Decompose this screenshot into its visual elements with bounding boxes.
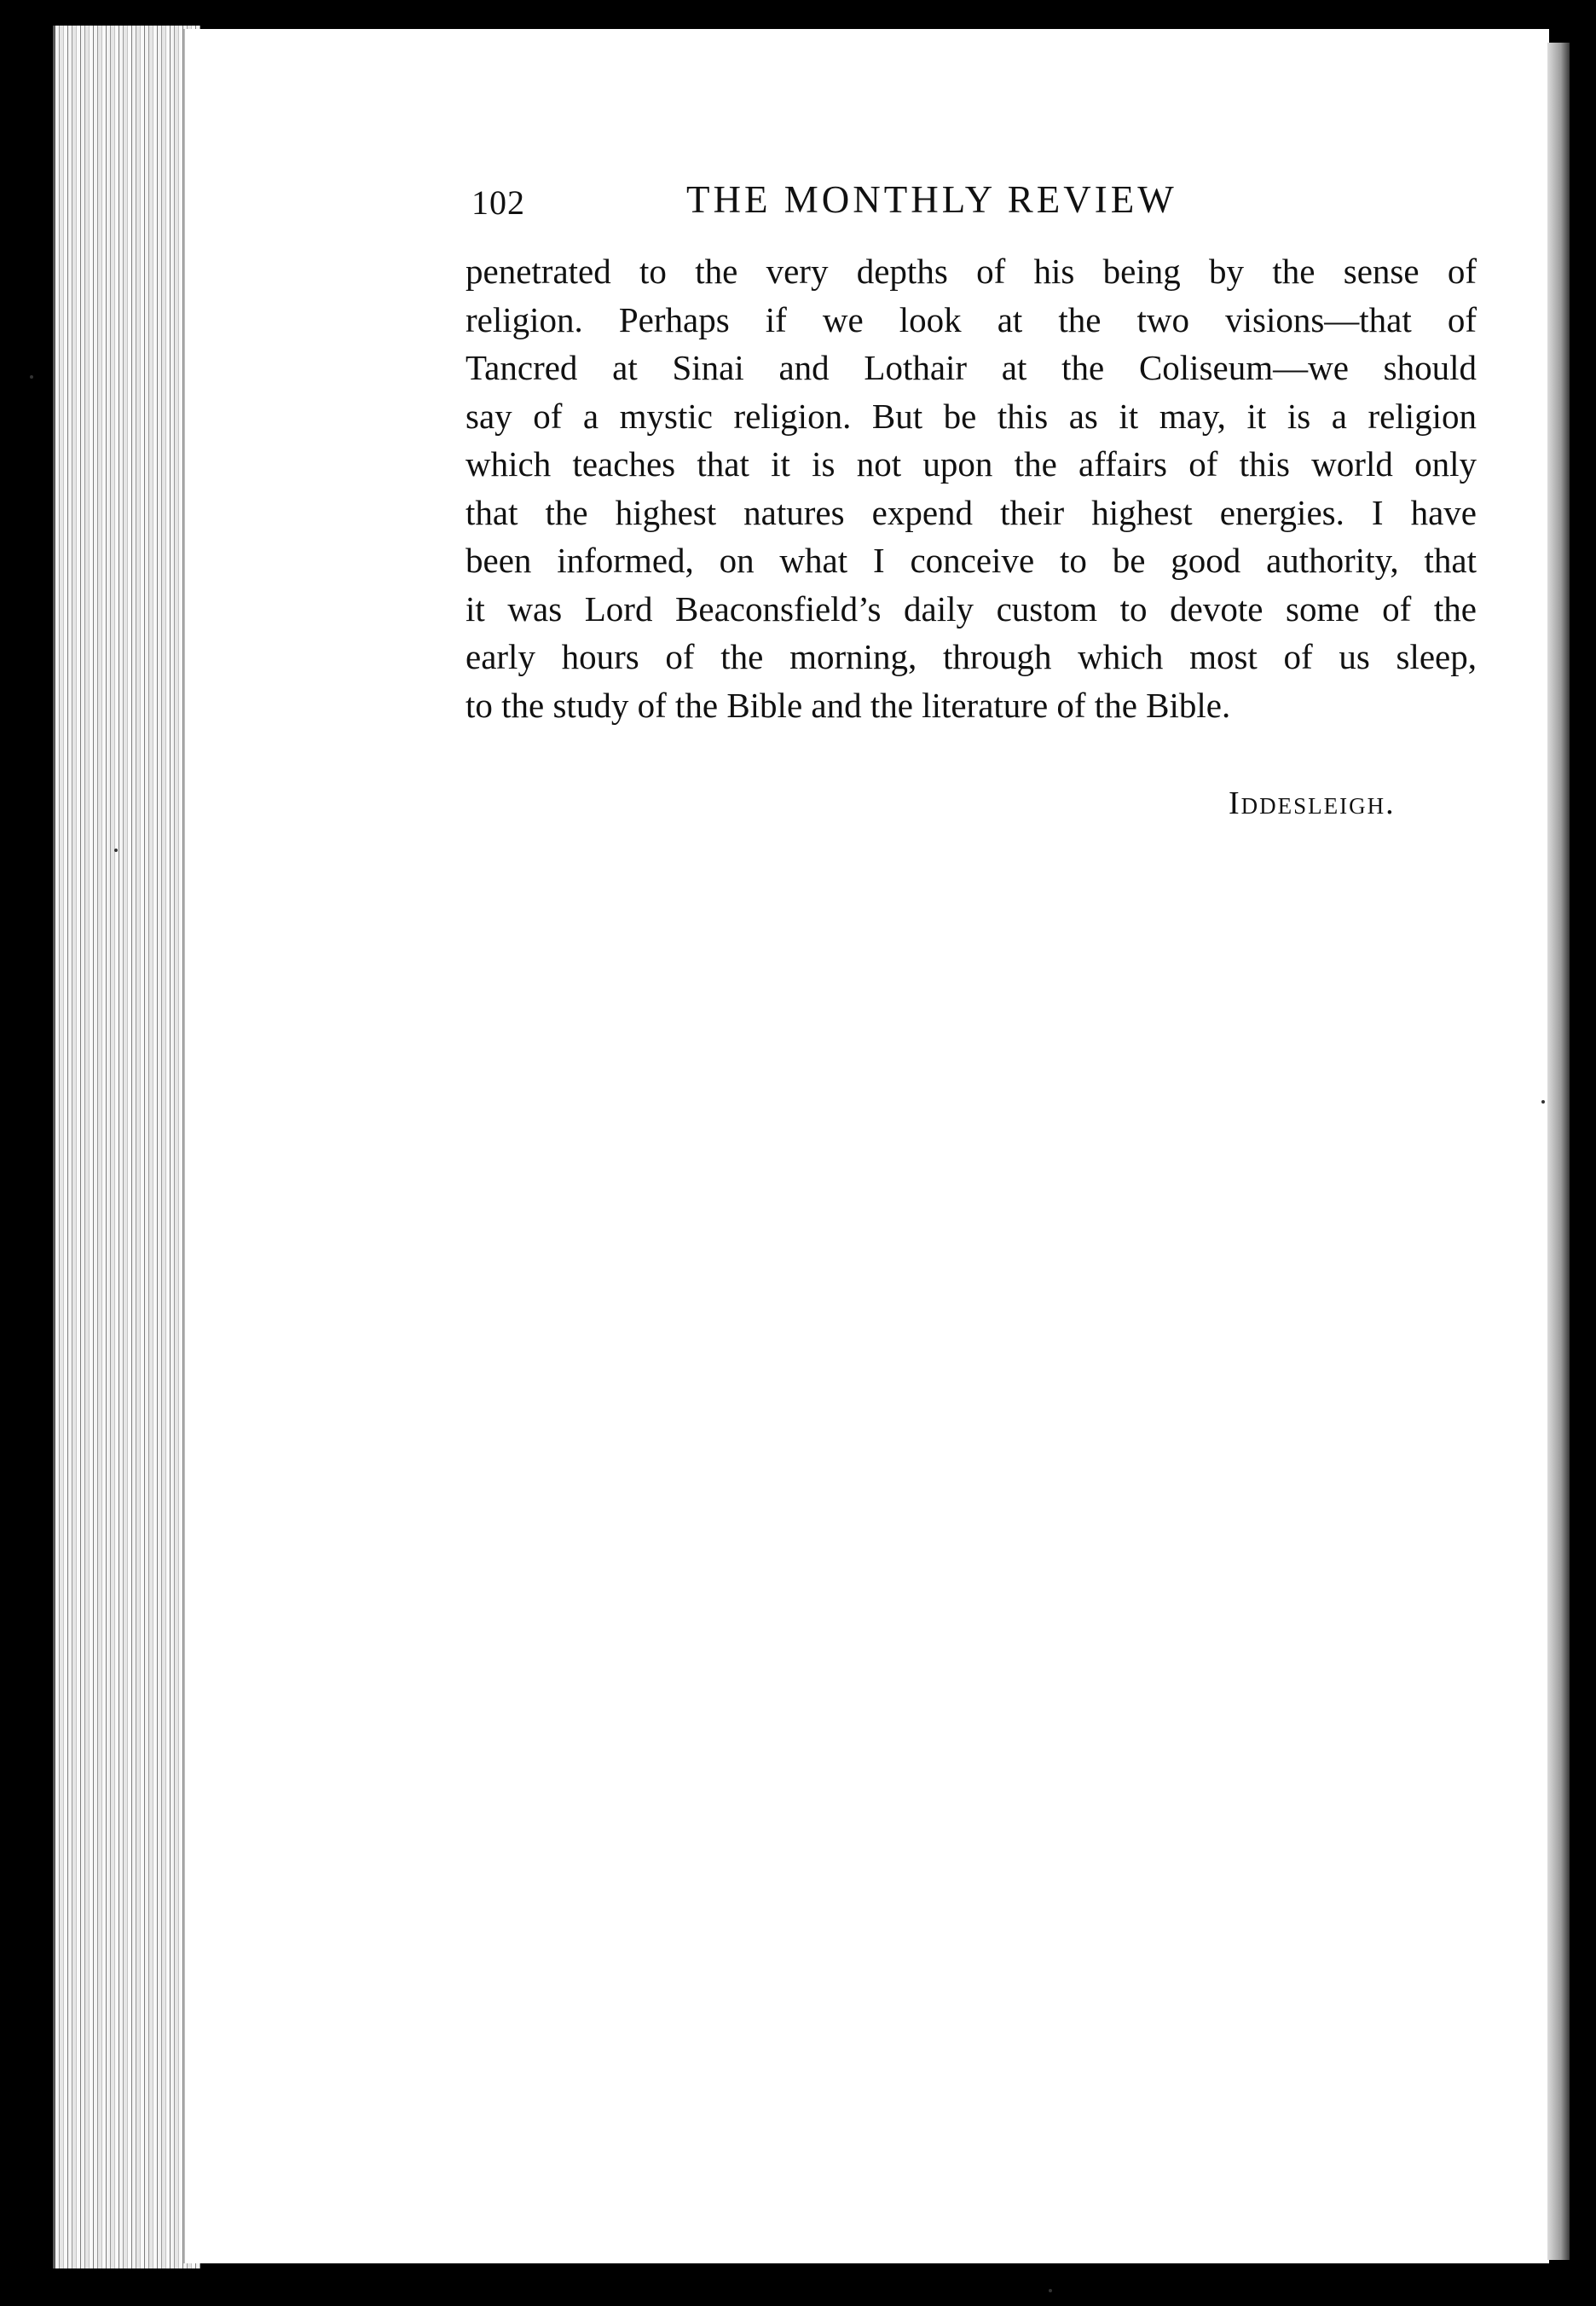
running-title: THE MONTHLY REVIEW: [686, 178, 1177, 221]
text-line: that the highest natures expend their highest energies. I have: [466, 492, 1477, 532]
text-line: penetrated to the very depths of his being by the sense of: [466, 252, 1477, 291]
page-gutter-shadow: [1547, 43, 1570, 2260]
text-line: religion. Perhaps if we look at the two visions—that of: [466, 299, 1477, 339]
scan-speck: [30, 375, 33, 379]
text-line: say of a mystic religion. But be this as it may, it is a religion: [466, 396, 1477, 436]
text-line: it was Lord Beaconsfield’s daily custom to devote some of the: [466, 588, 1477, 629]
scan-speck: [1049, 2289, 1052, 2292]
text-line: Tancred at Sinai and Lothair at the Coliseum—we should: [466, 348, 1477, 387]
scan-speck: [114, 849, 118, 852]
scan-speck: [1541, 1100, 1545, 1104]
page-number: 102: [471, 183, 525, 222]
author-signature: Iddesleigh.: [1229, 785, 1396, 821]
text-line: early hours of the morning, through which most of us sleep,: [466, 637, 1477, 676]
text-line: been informed, on what I conceive to be good authority, that: [466, 541, 1477, 580]
book-fore-edge: [53, 26, 200, 2268]
text-line: which teaches that it is not upon the affairs of this world only: [466, 444, 1477, 484]
text-line: to the study of the Bible and the literature of the Bible.: [466, 685, 1231, 725]
running-header: [471, 177, 1324, 229]
body-paragraph: [466, 247, 1477, 729]
